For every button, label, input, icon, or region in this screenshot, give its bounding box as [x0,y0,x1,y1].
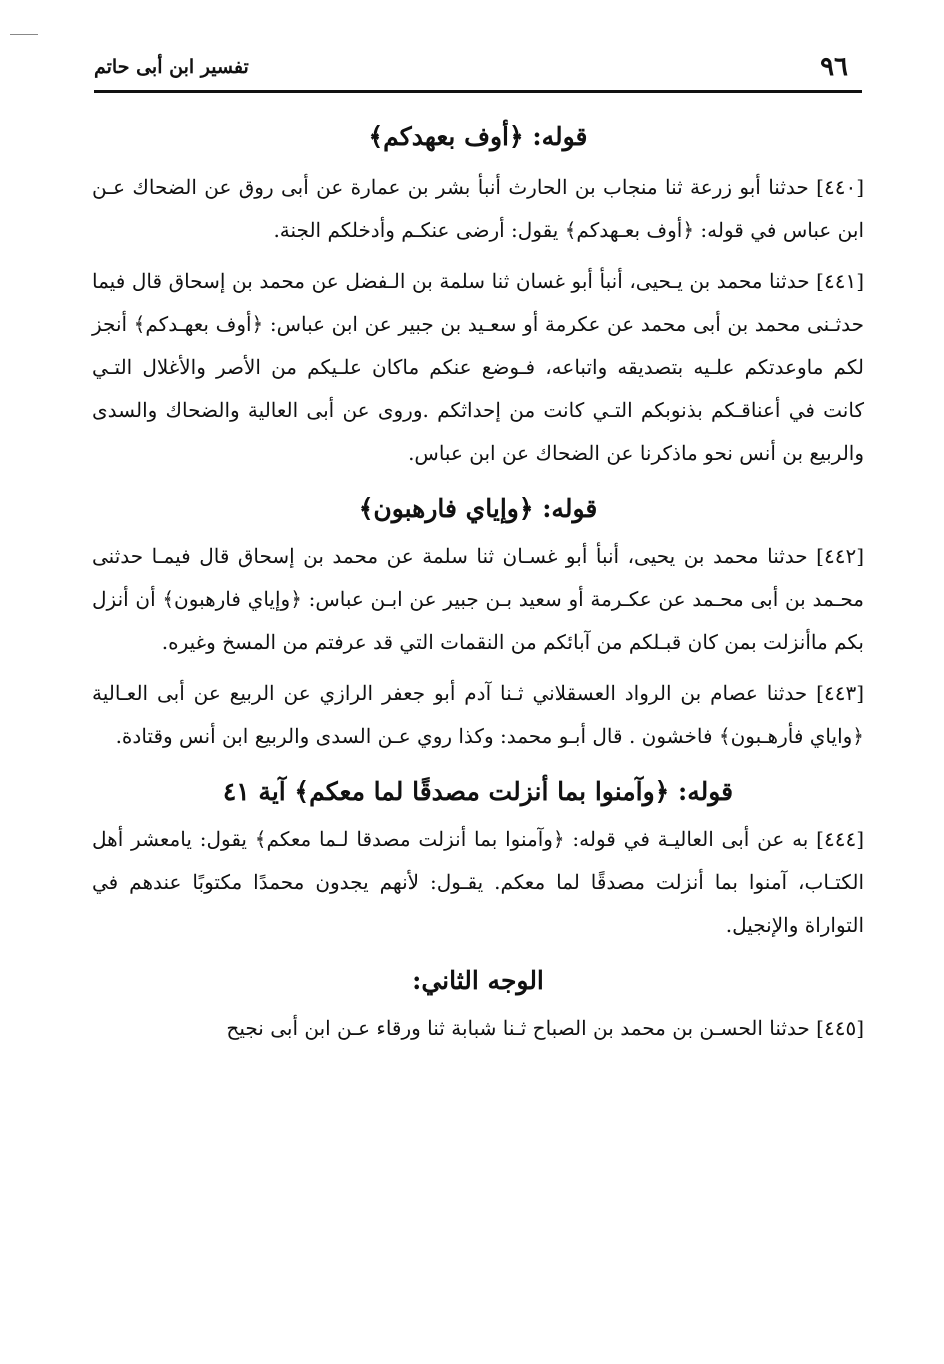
page-number: ٩٦ [820,52,848,82]
page-body [92,108,864,1058]
hadith-paragraph: [٤٤٥] حدثنا الحسـن بن محمد بن الصباح ثـنا شبابة ثنا ورقاء عـن ابن أبى نجيح [226,1016,864,1040]
hadith-paragraph: [٤٤١] حدثنا محمد بن يـحيى، أنبأ أبو غسان ثنا سلمة بن الـفضل عن محمد بن إسحاق قال فيما حدثـنى محمد بن أبى محمد عن عكرمة أو سعـيد بن جبير عن ابن عباس: ﴿أوف بعهـدكم﴾ أنجز لكم ماوعدتكم علـيه بتصديقه واتباعه، فـوضع عنكم ماكان علـيكم من الأصر والأغلال التـي كانت في أعناقـكم بذنوبكم التـي كانت من إحداثكم .وروى عن أبى العالية والضحاك والسدى والربيع بن أنس نحو ماذكرنا عن الضحاك عن ابن عباس. [92,269,864,465]
section-heading: قوله: ﴿وآمنوا بما أنزلت مصدقًا لما معكم﴾ آية ٤١ [222,777,734,806]
running-title: تفسير ابن أبى حاتم [94,56,249,78]
header-divider [94,90,862,93]
section-heading: الوجه الثاني: [412,966,544,995]
hadith-paragraph: [٤٤٢] حدثنا محمد بن يحيى، أنبأ أبو غسـان ثنا سلمة عن محمد بن إسحاق قال فيمـا حدثنى محـمد بن أبى محـمد عن عكـرمة أو سعيد بـن جبير عن ابـن عباس: ﴿وإياي فارهبون﴾ أن أنزل بكم ماأنزلت بمن كان قبـلكم من آبائكم من النقمات التي قد عرفتم من المسخ وغيره. [92,544,864,654]
hadith-paragraph: [٤٤٠] حدثنا أبو زرعة ثنا منجاب بن الحارث أنبأ بشر بن عمارة عن أبى روق عن الضحاك عـن ابن عباس في قوله: ﴿أوف بعـهدكم﴾ يقول: أرضى عنكـم وأدخلكم الجنة. [92,175,864,242]
section-heading: قوله: ﴿أوف بعهدكم﴾ [368,122,588,151]
page-header [94,40,862,86]
section-heading: قوله: ﴿وإياي فارهبون﴾ [358,494,598,523]
hadith-paragraph: [٤٤٤] به عن أبى العاليـة في قوله: ﴿وآمنوا بما أنزلت مصدقا لـما معكم﴾ يقول: يامعشر أهل الكتـاب، آمنوا بما أنزلت مصدقًا لما معكم. يقـول: لأنهم يجدون محمدًا مكتوبًا عندهم في التواراة والإنجيل. [92,827,864,937]
scan-mark [10,34,38,35]
hadith-paragraph: [٤٤٣] حدثنا عصام بن الرواد العسقلاني ثـنا آدم أبو جعفر الرازي عن الربيع عن أبى العـالية ﴿واياي فأرهـبون﴾ فاخشون . قال أبـو محمد: وكذا روي عـن السدى والربيع ابن أنس وقتادة. [92,681,864,748]
